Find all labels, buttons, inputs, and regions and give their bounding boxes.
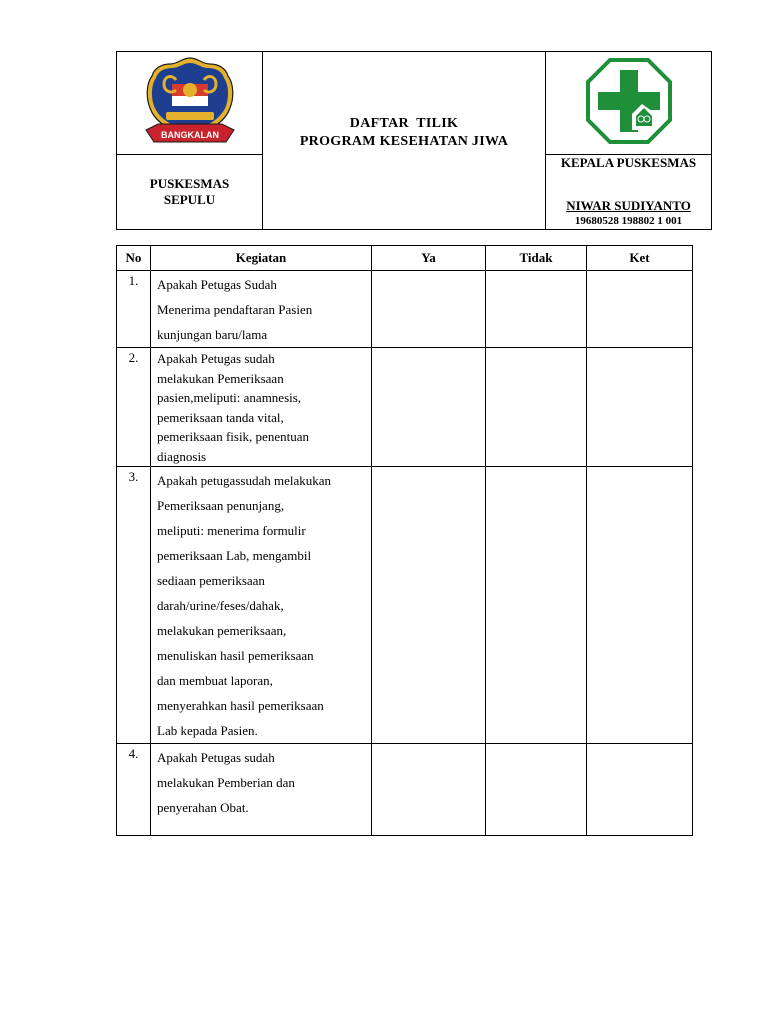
table-row: [117, 348, 693, 467]
institution-name-line2: SEPULU: [163, 192, 216, 207]
kepala-name: NIWAR SUDIYANTO: [566, 198, 691, 213]
row-number: 3.: [117, 467, 151, 744]
activity-cell: [151, 467, 372, 744]
table-header-row: [117, 246, 693, 271]
kepala-nip: 19680528 198802 1 001: [574, 215, 683, 227]
ya-checkbox-cell[interactable]: [372, 348, 486, 467]
tidak-checkbox-cell[interactable]: [486, 348, 587, 467]
signature-cell: [546, 155, 712, 230]
activity-line: Menerima pendaftaran Pasien: [157, 302, 313, 317]
column-header-no: No: [117, 246, 151, 271]
activity-line: pemeriksaan Lab, mengambil: [157, 548, 312, 563]
institution-cell: [117, 155, 263, 230]
document-title-line2: PROGRAM KESEHATAN JIWA: [299, 133, 509, 149]
right-logo-cell: [546, 52, 712, 155]
table-row: [117, 744, 693, 836]
logo-banner-text: BANGKALAN: [160, 129, 219, 140]
tidak-checkbox-cell[interactable]: [486, 744, 587, 836]
activity-line: Pemeriksaan penunjang,: [157, 498, 285, 513]
ya-checkbox-cell[interactable]: [372, 467, 486, 744]
row-number: 1.: [117, 271, 151, 348]
ya-checkbox-cell[interactable]: [372, 271, 486, 348]
activity-cell: [151, 348, 372, 467]
table-row: [117, 467, 693, 744]
activity-line: dan membuat laporan,: [157, 673, 273, 688]
checklist-table: [116, 245, 693, 836]
activity-line: pemeriksaan fisik, penentuan: [157, 429, 309, 444]
bangkalan-regency-logo: [142, 54, 238, 148]
activity-line: diagnosis: [157, 448, 207, 464]
activity-line: menyerahkan hasil pemeriksaan: [157, 698, 324, 713]
activity-line: meliputi: menerima formulir: [157, 523, 306, 538]
activity-line: penyerahan Obat.: [157, 800, 249, 815]
table-row: [117, 271, 693, 348]
row-number: 4.: [117, 744, 151, 836]
activity-line: Apakah petugassudah melakukan: [157, 473, 332, 488]
ket-cell[interactable]: [587, 744, 693, 836]
title-cell: [263, 52, 546, 230]
column-header-tidak: Tidak: [486, 246, 587, 271]
activity-line: darah/urine/feses/dahak,: [157, 598, 284, 613]
tidak-checkbox-cell[interactable]: [486, 271, 587, 348]
ket-cell[interactable]: [587, 467, 693, 744]
activity-line: Apakah Petugas sudah: [157, 351, 275, 366]
activity-line: Apakah Petugas Sudah: [157, 277, 277, 292]
document-title-line1: DAFTAR TILIK: [349, 115, 459, 131]
puskesmas-logo: [584, 56, 674, 146]
activity-line: melakukan Pemeriksaan: [157, 370, 284, 386]
activity-line: pemeriksaan tanda vital,: [157, 409, 284, 425]
institution-name-line1: PUSKESMAS: [149, 176, 230, 191]
activity-line: melakukan Pemberian dan: [157, 775, 295, 790]
ya-checkbox-cell[interactable]: [372, 744, 486, 836]
activity-line: melakukan pemeriksaan,: [157, 623, 287, 638]
column-header-kegiatan: Kegiatan: [151, 246, 372, 271]
activity-line: Apakah Petugas sudah: [157, 750, 275, 765]
document-header: [116, 51, 712, 230]
activity-line: kunjungan baru/lama: [157, 327, 268, 342]
ket-cell[interactable]: [587, 271, 693, 348]
activity-line: sediaan pemeriksaan: [157, 573, 265, 588]
tidak-checkbox-cell[interactable]: [486, 467, 587, 744]
activity-cell: [151, 271, 372, 348]
activity-line: menuliskan hasil pemeriksaan: [157, 648, 314, 663]
activity-line: pasien,meliputi: anamnesis,: [157, 390, 302, 405]
activity-line: Lab kepada Pasien.: [157, 723, 258, 738]
column-header-ya: Ya: [372, 246, 486, 271]
kepala-label: KEPALA PUSKESMAS: [560, 155, 697, 170]
activity-cell: [151, 744, 372, 836]
ket-cell[interactable]: [587, 348, 693, 467]
left-logo-cell: [117, 52, 263, 155]
row-number: 2.: [117, 348, 151, 467]
column-header-ket: Ket: [587, 246, 693, 271]
